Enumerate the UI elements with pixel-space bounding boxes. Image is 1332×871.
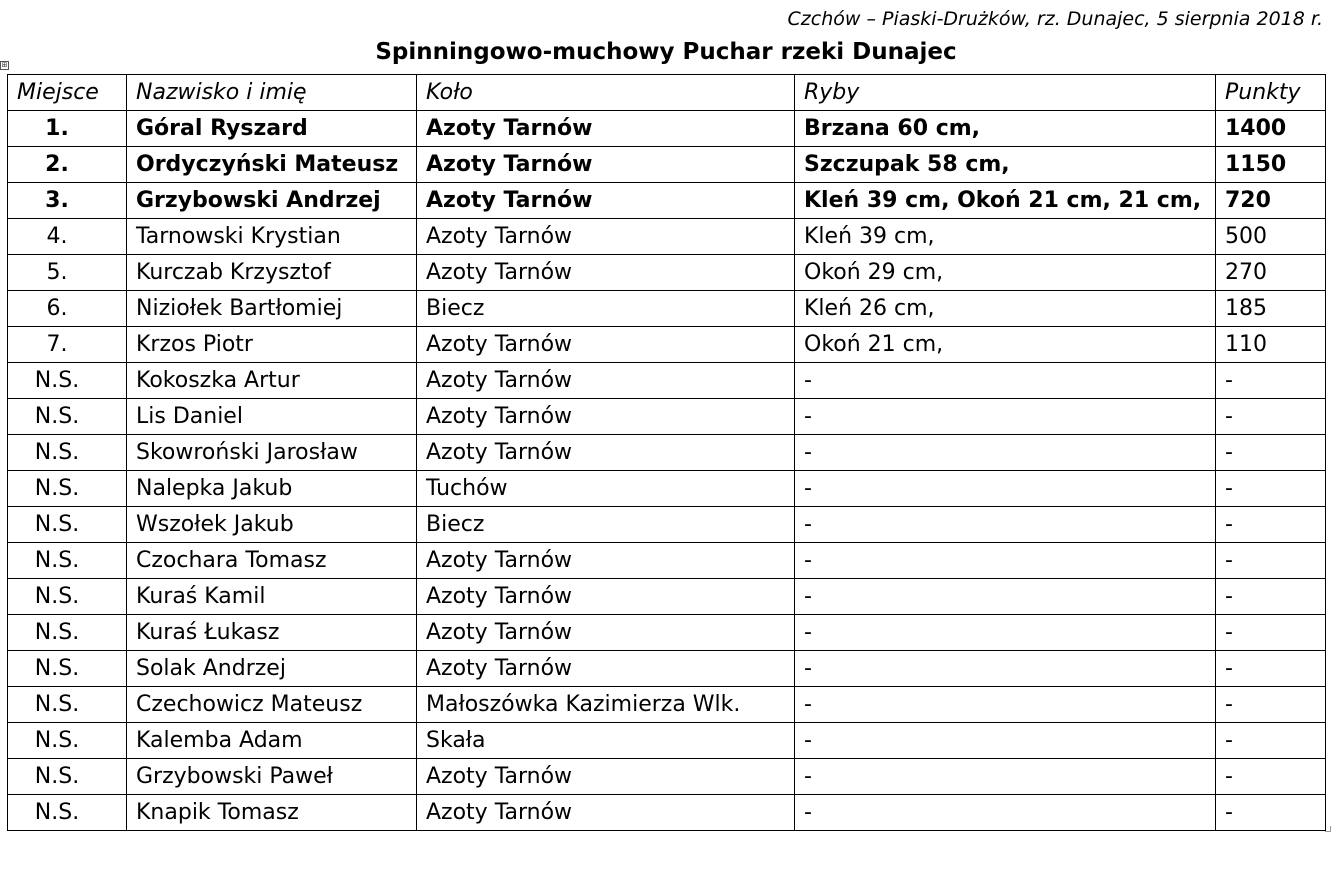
cell-name: Kuraś Łukasz xyxy=(127,615,417,651)
cell-place: 1. xyxy=(8,111,127,147)
cell-points: 720 xyxy=(1216,183,1326,219)
cell-name: Skowroński Jarosław xyxy=(127,435,417,471)
cell-fish: - xyxy=(795,759,1216,795)
table-row xyxy=(8,759,1326,795)
column-header-place: Miejsce xyxy=(8,75,127,111)
cell-fish: - xyxy=(795,795,1216,831)
cell-name: Niziołek Bartłomiej xyxy=(127,291,417,327)
cell-points: 500 xyxy=(1216,219,1326,255)
table-row xyxy=(8,435,1326,471)
cell-name: Wszołek Jakub xyxy=(127,507,417,543)
cell-points: - xyxy=(1216,579,1326,615)
cell-club: Azoty Tarnów xyxy=(417,219,795,255)
cell-points: - xyxy=(1216,687,1326,723)
table-row xyxy=(8,471,1326,507)
cell-fish: - xyxy=(795,399,1216,435)
cell-club: Azoty Tarnów xyxy=(417,759,795,795)
table-row xyxy=(8,615,1326,651)
cell-name: Góral Ryszard xyxy=(127,111,417,147)
table-row xyxy=(8,327,1326,363)
cell-points: - xyxy=(1216,543,1326,579)
table-row xyxy=(8,651,1326,687)
table-resize-corner[interactable] xyxy=(1325,826,1331,832)
table-header-row xyxy=(8,75,1326,111)
table-row xyxy=(8,147,1326,183)
table-row xyxy=(8,543,1326,579)
table-row xyxy=(8,111,1326,147)
cell-club: Azoty Tarnów xyxy=(417,651,795,687)
cell-fish: - xyxy=(795,363,1216,399)
cell-place: 5. xyxy=(8,255,127,291)
table-row xyxy=(8,291,1326,327)
column-header-name: Nazwisko i imię xyxy=(127,75,417,111)
cell-fish: - xyxy=(795,723,1216,759)
cell-name: Kokoszka Artur xyxy=(127,363,417,399)
cell-place: N.S. xyxy=(8,543,127,579)
cell-fish: Kleń 26 cm, xyxy=(795,291,1216,327)
cell-fish: Kleń 39 cm, Okoń 21 cm, 21 cm, xyxy=(795,183,1216,219)
cell-name: Czechowicz Mateusz xyxy=(127,687,417,723)
column-header-fish: Ryby xyxy=(795,75,1216,111)
cell-name: Kurczab Krzysztof xyxy=(127,255,417,291)
cell-fish: Szczupak 58 cm, xyxy=(795,147,1216,183)
cell-place: 6. xyxy=(8,291,127,327)
cell-fish: Okoń 29 cm, xyxy=(795,255,1216,291)
table-row xyxy=(8,579,1326,615)
cell-points: 1400 xyxy=(1216,111,1326,147)
cell-points: 185 xyxy=(1216,291,1326,327)
cell-name: Nalepka Jakub xyxy=(127,471,417,507)
cell-place: N.S. xyxy=(8,471,127,507)
cell-name: Czochara Tomasz xyxy=(127,543,417,579)
cell-points: - xyxy=(1216,471,1326,507)
cell-name: Knapik Tomasz xyxy=(127,795,417,831)
cell-club: Azoty Tarnów xyxy=(417,363,795,399)
column-resize-marker[interactable] xyxy=(1325,612,1326,646)
cell-place: N.S. xyxy=(8,687,127,723)
table-row xyxy=(8,795,1326,831)
cell-place: N.S. xyxy=(8,723,127,759)
cell-points: - xyxy=(1216,723,1326,759)
cell-place: N.S. xyxy=(8,795,127,831)
cell-fish: - xyxy=(795,507,1216,543)
cell-place: 3. xyxy=(8,183,127,219)
page-title: Spinningowo-muchowy Puchar rzeki Dunajec xyxy=(375,39,957,65)
cell-fish: - xyxy=(795,543,1216,579)
cell-fish: - xyxy=(795,471,1216,507)
cell-fish: - xyxy=(795,579,1216,615)
cell-name: Tarnowski Krystian xyxy=(127,219,417,255)
cell-place: N.S. xyxy=(8,435,127,471)
cell-points: - xyxy=(1216,507,1326,543)
cell-name: Ordyczyński Mateusz xyxy=(127,147,417,183)
results-table-body xyxy=(8,111,1326,831)
cell-club: Azoty Tarnów xyxy=(417,183,795,219)
cell-place: N.S. xyxy=(8,615,127,651)
cell-points: - xyxy=(1216,363,1326,399)
cell-name: Kalemba Adam xyxy=(127,723,417,759)
cell-fish: - xyxy=(795,651,1216,687)
cell-points: - xyxy=(1216,759,1326,795)
cell-place: N.S. xyxy=(8,507,127,543)
cell-points: 270 xyxy=(1216,255,1326,291)
cell-points: - xyxy=(1216,795,1326,831)
cell-place: N.S. xyxy=(8,579,127,615)
cell-club: Azoty Tarnów xyxy=(417,399,795,435)
cell-name: Lis Daniel xyxy=(127,399,417,435)
column-header-points: Punkty xyxy=(1216,75,1326,111)
table-row xyxy=(8,255,1326,291)
cell-club: Tuchów xyxy=(417,471,795,507)
cell-place: 7. xyxy=(8,327,127,363)
cell-points: - xyxy=(1216,435,1326,471)
cell-fish: Brzana 60 cm, xyxy=(795,111,1216,147)
cell-fish: - xyxy=(795,435,1216,471)
cell-place: 4. xyxy=(8,219,127,255)
cell-club: Azoty Tarnów xyxy=(417,111,795,147)
cell-club: Azoty Tarnów xyxy=(417,795,795,831)
cell-club: Skała xyxy=(417,723,795,759)
cell-points: - xyxy=(1216,399,1326,435)
cell-club: Azoty Tarnów xyxy=(417,615,795,651)
table-row xyxy=(8,363,1326,399)
cell-points: - xyxy=(1216,651,1326,687)
cell-fish: Okoń 21 cm, xyxy=(795,327,1216,363)
cell-fish: - xyxy=(795,687,1216,723)
cell-club: Azoty Tarnów xyxy=(417,255,795,291)
cell-fish: Kleń 39 cm, xyxy=(795,219,1216,255)
cell-place: N.S. xyxy=(8,651,127,687)
cell-name: Krzos Piotr xyxy=(127,327,417,363)
cell-club: Azoty Tarnów xyxy=(417,327,795,363)
table-row xyxy=(8,723,1326,759)
cell-points: 110 xyxy=(1216,327,1326,363)
cell-name: Grzybowski Paweł xyxy=(127,759,417,795)
cell-club: Małoszówka Kazimierza Wlk. xyxy=(417,687,795,723)
cell-club: Azoty Tarnów xyxy=(417,147,795,183)
cell-club: Azoty Tarnów xyxy=(417,435,795,471)
cell-place: N.S. xyxy=(8,363,127,399)
cell-name: Grzybowski Andrzej xyxy=(127,183,417,219)
cell-club: Azoty Tarnów xyxy=(417,579,795,615)
table-move-handle-icon[interactable]: ⊞ xyxy=(1,61,8,69)
table-row xyxy=(8,399,1326,435)
table-row xyxy=(8,219,1326,255)
cell-place: N.S. xyxy=(8,399,127,435)
cell-points: 1150 xyxy=(1216,147,1326,183)
cell-fish: - xyxy=(795,615,1216,651)
cell-points: - xyxy=(1216,615,1326,651)
results-table xyxy=(7,74,1326,831)
cell-club: Biecz xyxy=(417,291,795,327)
cell-name: Kuraś Kamil xyxy=(127,579,417,615)
cell-club: Azoty Tarnów xyxy=(417,543,795,579)
table-row xyxy=(8,183,1326,219)
table-row xyxy=(8,507,1326,543)
cell-place: 2. xyxy=(8,147,127,183)
column-header-club: Koło xyxy=(417,75,795,111)
cell-place: N.S. xyxy=(8,759,127,795)
cell-name: Solak Andrzej xyxy=(127,651,417,687)
table-row xyxy=(8,687,1326,723)
cell-club: Biecz xyxy=(417,507,795,543)
place-date-line: Czchów – Piaski-Drużków, rz. Dunajec, 5 sierpnia 2018 r. xyxy=(787,8,1323,30)
